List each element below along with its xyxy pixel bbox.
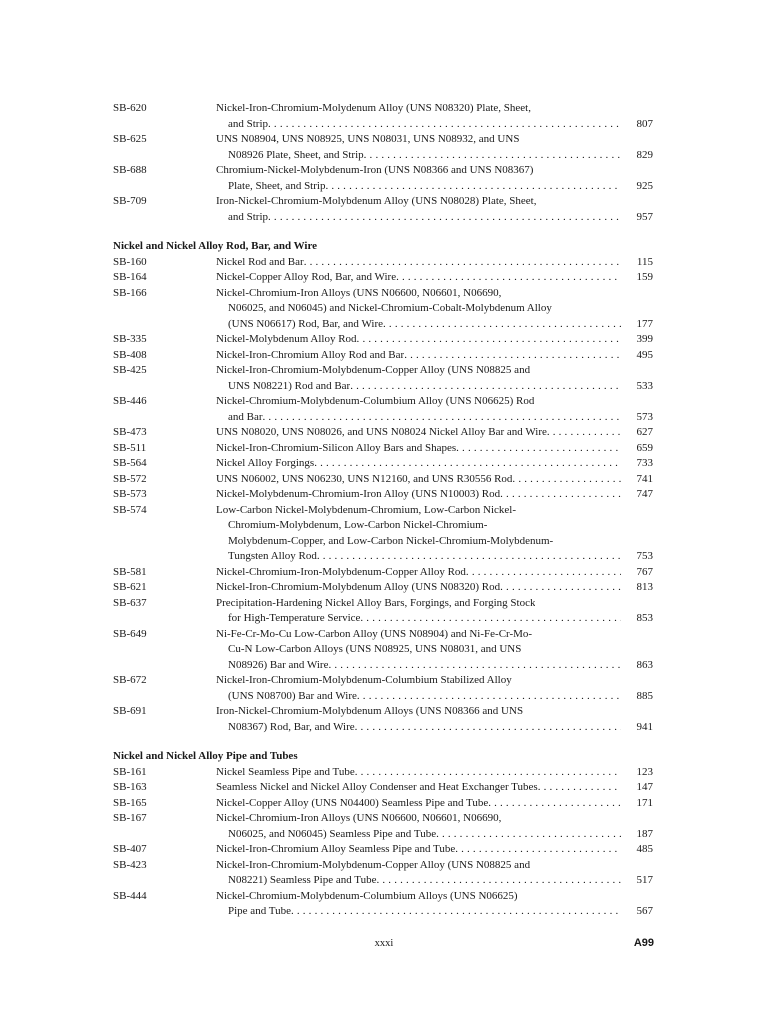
entry-title-line: [216, 472, 653, 488]
entry-title-line: [216, 565, 653, 581]
entry-title-line: [216, 394, 653, 410]
entry-title-text: Nickel-Iron-Chromium Alloy Rod and Bar: [216, 348, 405, 361]
page-ref: 733: [636, 457, 653, 469]
spec-number: SB-165: [113, 796, 147, 809]
page-ref: 741: [636, 472, 653, 485]
entry-title-text: N06025, and N06045) Seamless Pipe and Tube: [228, 827, 437, 840]
toc-entry[interactable]: [113, 811, 653, 842]
page-ref: 885: [636, 689, 653, 702]
entry-title-text: Tungsten Alloy Rod: [228, 550, 317, 562]
page-ref: 807: [636, 117, 653, 130]
page-ref: 747: [636, 488, 653, 500]
entry-title-text: Chromium-Nickel-Molybdenum-Iron (UNS N08366 and UNS N08367): [216, 164, 534, 176]
spec-number: SB-511: [113, 441, 147, 454]
page-ref: 147: [636, 781, 653, 793]
entry-title-line: [216, 827, 653, 843]
entry-title-line: [216, 873, 653, 889]
spec-number: SB-164: [113, 271, 147, 283]
entry-title: [216, 101, 653, 132]
entry-title: [216, 811, 653, 842]
spec-number: SB-408: [113, 348, 147, 361]
entry-title-text: Nickel-Copper Alloy (UNS N04400) Seamless Pipe and Tube: [216, 796, 489, 809]
dot-leader: [466, 565, 621, 581]
dot-leader: [360, 611, 621, 627]
entry-title-line: [216, 210, 653, 226]
entry-title: [216, 363, 653, 394]
table-of-contents: [113, 101, 653, 920]
page-ref: 627: [636, 426, 653, 438]
entry-title-line: [216, 627, 653, 643]
dot-leader: [455, 842, 621, 858]
entry-title-text: Plate, Sheet, and Strip: [228, 179, 326, 192]
entry-title-text: Pipe and Tube: [228, 905, 291, 917]
entry-title-line: [216, 132, 653, 148]
page-ref: 767: [636, 565, 653, 578]
entry-title-line: [216, 487, 653, 503]
spec-number: SB-621: [113, 581, 147, 593]
page-ref: 495: [636, 348, 653, 361]
entry-title: [216, 394, 653, 425]
toc-entry[interactable]: [113, 580, 653, 596]
entry-title-text: Precipitation-Hardening Nickel Alloy Bars, Forgings, and Forging Stock: [216, 596, 536, 609]
spec-number: SB-620: [113, 102, 147, 114]
spec-number: SB-167: [113, 812, 147, 824]
page-ref: 533: [636, 379, 653, 392]
entry-title-line: [216, 689, 653, 705]
toc-entry[interactable]: [113, 596, 653, 627]
entry-title: [216, 503, 653, 565]
entry-title-line: [216, 456, 653, 472]
entry-title-text: UNS N08904, UNS N08925, UNS N08031, UNS N08932, and UNS: [216, 133, 520, 145]
dot-leader: [263, 410, 621, 426]
toc-entry[interactable]: [113, 101, 653, 132]
dot-leader: [325, 179, 621, 195]
page-ref: 925: [636, 179, 653, 192]
toc-entry[interactable]: [113, 425, 653, 441]
spec-number: SB-425: [113, 364, 147, 376]
entry-title-text: (UNS N08700) Bar and Wire: [228, 689, 357, 702]
page-ref: 753: [636, 550, 653, 562]
spec-number: SB-709: [113, 195, 147, 207]
spec-number: SB-691: [113, 705, 147, 717]
entry-title-text: Iron-Nickel-Chromium-Molybdenum Alloy (UNS N08028) Plate, Sheet,: [216, 195, 537, 207]
entry-title-line: [216, 765, 653, 781]
toc-entry[interactable]: [113, 332, 653, 348]
entry-title-line: [216, 904, 653, 920]
entry-title-text: Nickel-Chromium-Molybdenum-Columbium Alloy (UNS N06625) Rod: [216, 395, 535, 407]
dot-leader: [404, 348, 621, 364]
toc-entry[interactable]: [113, 796, 653, 812]
spec-number: SB-335: [113, 333, 147, 345]
entry-title-line: [216, 194, 653, 210]
page-ref: 187: [636, 827, 653, 840]
entry-title-text: Nickel-Iron-Chromium Alloy Seamless Pipe and Tube: [216, 843, 456, 855]
entry-title: [216, 456, 653, 472]
entry-title-line: [216, 596, 653, 612]
entry-title-line: [216, 117, 653, 133]
entry-title-line: [216, 518, 653, 534]
page-ref: 813: [636, 581, 653, 593]
dot-leader: [314, 456, 621, 472]
dot-leader: [291, 904, 621, 920]
dot-leader: [364, 148, 621, 164]
dot-leader: [350, 379, 621, 395]
spec-number: SB-625: [113, 133, 147, 145]
entry-title-text: Nickel-Copper Alloy Rod, Bar, and Wire: [216, 271, 397, 283]
entry-title: [216, 765, 653, 781]
toc-entry[interactable]: [113, 441, 653, 457]
entry-title-text: Nickel-Molybdenum Alloy Rod: [216, 333, 357, 345]
entry-title-text: Nickel-Iron-Chromium-Silicon Alloy Bars and Shapes: [216, 441, 457, 454]
page-ref: 567: [636, 905, 653, 917]
entry-title-line: [216, 317, 653, 333]
toc-entry[interactable]: [113, 472, 653, 488]
entry-title: [216, 487, 653, 503]
entry-title-line: [216, 270, 653, 286]
entry-title-text: Molybdenum-Copper, and Low-Carbon Nickel-Chromium-Molybdenum-: [228, 534, 554, 547]
page-ref: 171: [636, 796, 653, 809]
toc-entry[interactable]: [113, 503, 653, 565]
entry-title: [216, 565, 653, 581]
dot-leader: [357, 332, 621, 348]
entry-title: [216, 441, 653, 457]
dot-leader: [436, 827, 621, 843]
entry-title-text: N08926 Plate, Sheet, and Strip: [228, 148, 364, 161]
spec-number: SB-407: [113, 843, 147, 855]
toc-entry[interactable]: [113, 255, 653, 271]
page-ref: 829: [636, 148, 653, 161]
dot-leader: [512, 472, 621, 488]
spec-number: SB-161: [113, 765, 147, 778]
entry-title: [216, 163, 653, 194]
toc-entry[interactable]: [113, 348, 653, 364]
entry-title-line: [216, 503, 653, 519]
entry-title: [216, 596, 653, 627]
entry-title-line: [216, 658, 653, 674]
entry-title: [216, 842, 653, 858]
entry-title-line: [216, 842, 653, 858]
entry-title-line: [216, 858, 653, 874]
spec-number: SB-649: [113, 627, 147, 640]
entry-title-text: Cu-N Low-Carbon Alloys (UNS N08925, UNS N08031, and UNS: [228, 643, 522, 655]
entry-title-line: [216, 889, 653, 905]
toc-entry[interactable]: [113, 286, 653, 333]
entry-title-line: [216, 148, 653, 164]
dot-leader: [355, 765, 621, 781]
entry-title: [216, 858, 653, 889]
page-ref: 485: [636, 843, 653, 855]
entry-title-text: Nickel-Molybdenum-Chromium-Iron Alloy (UNS N10003) Rod: [216, 488, 501, 500]
dot-leader: [317, 549, 621, 565]
dot-leader: [328, 658, 621, 674]
page-ref: 517: [636, 874, 653, 886]
entry-title-line: [216, 534, 653, 550]
dot-leader: [396, 270, 621, 286]
entry-title-line: [216, 720, 653, 736]
entry-title-line: [216, 549, 653, 565]
toc-entry[interactable]: [113, 363, 653, 394]
spec-number: SB-564: [113, 457, 147, 469]
entry-title-text: and Strip: [228, 210, 269, 223]
spec-number: SB-160: [113, 255, 147, 268]
entry-title-line: [216, 441, 653, 457]
dot-leader: [547, 425, 621, 441]
page-ref: 177: [636, 317, 653, 330]
entry-title-text: Nickel-Chromium-Iron-Molybdenum-Copper Alloy Rod: [216, 565, 466, 578]
toc-entry[interactable]: [113, 132, 653, 163]
dot-leader: [488, 796, 621, 812]
toc-entry[interactable]: [113, 270, 653, 286]
entry-title-text: and Strip: [228, 117, 269, 130]
entry-title-text: Nickel-Chromium-Iron Alloys (UNS N06600, N06601, N06690,: [216, 286, 502, 299]
page-ref: 573: [636, 410, 653, 423]
toc-entry[interactable]: [113, 858, 653, 889]
entry-title-text: Nickel-Iron-Chromium-Molybdenum-Copper Alloy (UNS N08825 and: [216, 858, 531, 871]
entry-title-text: Iron-Nickel-Chromium-Molybdenum Alloys (UNS N08366 and UNS: [216, 705, 524, 717]
spec-number: SB-572: [113, 472, 147, 485]
spec-number: SB-163: [113, 781, 147, 793]
entry-title: [216, 194, 653, 225]
entry-title-text: N08367) Rod, Bar, and Wire: [228, 720, 355, 733]
entry-title-text: Nickel-Iron-Chromium-Molybdenum-Copper Alloy (UNS N08825 and: [216, 364, 531, 376]
page-ref: 123: [636, 765, 653, 778]
entry-title-line: [216, 163, 653, 179]
entry-title-text: Nickel-Iron-Chromium-Molydenum Alloy (UNS N08320) Plate, Sheet,: [216, 102, 531, 114]
spec-number: SB-581: [113, 565, 147, 578]
entry-title-line: [216, 101, 653, 117]
spec-number: SB-688: [113, 164, 147, 176]
page-ref: 863: [636, 658, 653, 671]
page-ref: 957: [636, 210, 653, 223]
dot-leader: [355, 720, 621, 736]
entry-title-line: [216, 379, 653, 395]
entry-title-text: for High-Temperature Service: [228, 612, 361, 624]
entry-title: [216, 704, 653, 735]
entry-title-line: [216, 301, 653, 317]
entry-title-text: Nickel Seamless Pipe and Tube: [216, 765, 355, 778]
page-ref: 399: [636, 333, 653, 345]
entry-title-text: Nickel Alloy Forgings: [216, 457, 315, 469]
spec-number: SB-574: [113, 503, 147, 516]
entry-title-text: N08221) Seamless Pipe and Tube: [228, 874, 377, 886]
entry-title-text: Nickel-Iron-Chromium-Molybdenum-Columbium Stabilized Alloy: [216, 674, 512, 686]
spec-number: SB-446: [113, 395, 147, 407]
dot-leader: [304, 255, 621, 271]
entry-title-line: [216, 286, 653, 302]
toc-entry[interactable]: [113, 163, 653, 194]
toc-entry[interactable]: [113, 394, 653, 425]
entry-title: [216, 132, 653, 163]
entry-title-line: [216, 332, 653, 348]
toc-entry[interactable]: [113, 704, 653, 735]
entry-title-text: Ni-Fe-Cr-Mo-Cu Low-Carbon Alloy (UNS N08904) and Ni-Fe-Cr-Mo-: [216, 627, 533, 640]
entry-title-line: [216, 179, 653, 195]
entry-title-line: [216, 348, 653, 364]
page-ref: 659: [636, 441, 653, 454]
toc-entry[interactable]: [113, 780, 653, 796]
entry-title-text: Nickel-Chromium-Molybdenum-Columbium Alloys (UNS N06625): [216, 889, 518, 902]
entry-title-line: [216, 673, 653, 689]
entry-title: [216, 673, 653, 704]
page-ref: 115: [636, 255, 653, 268]
toc-entry[interactable]: [113, 889, 653, 920]
dot-leader: [500, 580, 621, 596]
entry-title-text: Nickel Rod and Bar: [216, 255, 304, 268]
dot-leader: [456, 441, 621, 457]
toc-entry[interactable]: [113, 627, 653, 674]
entry-title-text: UNS N06002, UNS N06230, UNS N12160, and UNS R30556 Rod: [216, 472, 513, 485]
entry-title-line: [216, 811, 653, 827]
entry-title-text: (UNS N06617) Rod, Bar, and Wire: [228, 317, 384, 330]
entry-title: [216, 270, 653, 286]
entry-title-line: [216, 642, 653, 658]
entry-title: [216, 425, 653, 441]
page-ref: 853: [636, 612, 653, 624]
entry-title-line: [216, 580, 653, 596]
page-ref: 941: [636, 720, 653, 733]
entry-title-text: N08926) Bar and Wire: [228, 658, 329, 671]
toc-entry[interactable]: [113, 456, 653, 472]
spec-number: SB-166: [113, 286, 147, 299]
toc-entry[interactable]: [113, 765, 653, 781]
entry-title: [216, 472, 653, 488]
entry-title-line: [216, 611, 653, 627]
section-heading: Nickel and Nickel Alloy Rod, Bar, and Wire: [113, 240, 318, 252]
dot-leader: [383, 317, 621, 333]
entry-title-line: [216, 704, 653, 720]
entry-title: [216, 286, 653, 333]
entry-title-text: Nickel-Iron-Chromium-Molybdenum Alloy (UNS N08320) Rod: [216, 581, 501, 593]
dot-leader: [500, 487, 621, 503]
entry-title-text: and Bar: [228, 410, 263, 423]
toc-entry[interactable]: [113, 842, 653, 858]
dot-leader: [538, 780, 621, 796]
spec-number: SB-444: [113, 889, 147, 902]
dot-leader: [268, 117, 621, 133]
entry-title: [216, 780, 653, 796]
entry-title-text: UNS N08221) Rod and Bar: [228, 379, 351, 392]
entry-title-text: Low-Carbon Nickel-Molybdenum-Chromium, Low-Carbon Nickel-: [216, 503, 516, 516]
spec-number: SB-473: [113, 426, 147, 438]
entry-title: [216, 348, 653, 364]
spec-number: SB-573: [113, 488, 147, 500]
entry-title: [216, 580, 653, 596]
dot-leader: [268, 210, 621, 226]
entry-title: [216, 796, 653, 812]
entry-title: [216, 255, 653, 271]
dot-leader: [377, 873, 622, 889]
entry-title-line: [216, 780, 653, 796]
entry-title-line: [216, 363, 653, 379]
revision-mark: A99: [633, 937, 654, 949]
spec-number: SB-423: [113, 858, 147, 871]
entry-title-text: UNS N08020, UNS N08026, and UNS N08024 Nickel Alloy Bar and Wire: [216, 426, 547, 438]
entry-title-line: [216, 255, 653, 271]
entry-title-line: [216, 410, 653, 426]
entry-title: [216, 627, 653, 674]
entry-title: [216, 332, 653, 348]
spec-number: SB-637: [113, 596, 147, 609]
entry-title-text: Chromium-Molybdenum, Low-Carbon Nickel-Chromium-: [228, 519, 488, 531]
spec-number: SB-672: [113, 674, 147, 686]
dot-leader: [357, 689, 621, 705]
page-number: xxxi: [374, 938, 394, 949]
entry-title-line: [216, 796, 653, 812]
entry-title-text: Seamless Nickel and Nickel Alloy Condenser and Heat Exchanger Tubes: [216, 781, 538, 793]
section-heading: Nickel and Nickel Alloy Pipe and Tubes: [113, 750, 298, 762]
toc-entry[interactable]: [113, 565, 653, 581]
page-ref: 159: [636, 271, 653, 283]
entry-title-text: N06025, and N06045) and Nickel-Chromium-Cobalt-Molybdenum Alloy: [228, 302, 552, 314]
toc-entry[interactable]: [113, 194, 653, 225]
entry-title-text: Nickel-Chromium-Iron Alloys (UNS N06600, N06601, N06690,: [216, 812, 502, 824]
entry-title-line: [216, 425, 653, 441]
entry-title: [216, 889, 653, 920]
toc-entry[interactable]: [113, 487, 653, 503]
toc-entry[interactable]: [113, 673, 653, 704]
